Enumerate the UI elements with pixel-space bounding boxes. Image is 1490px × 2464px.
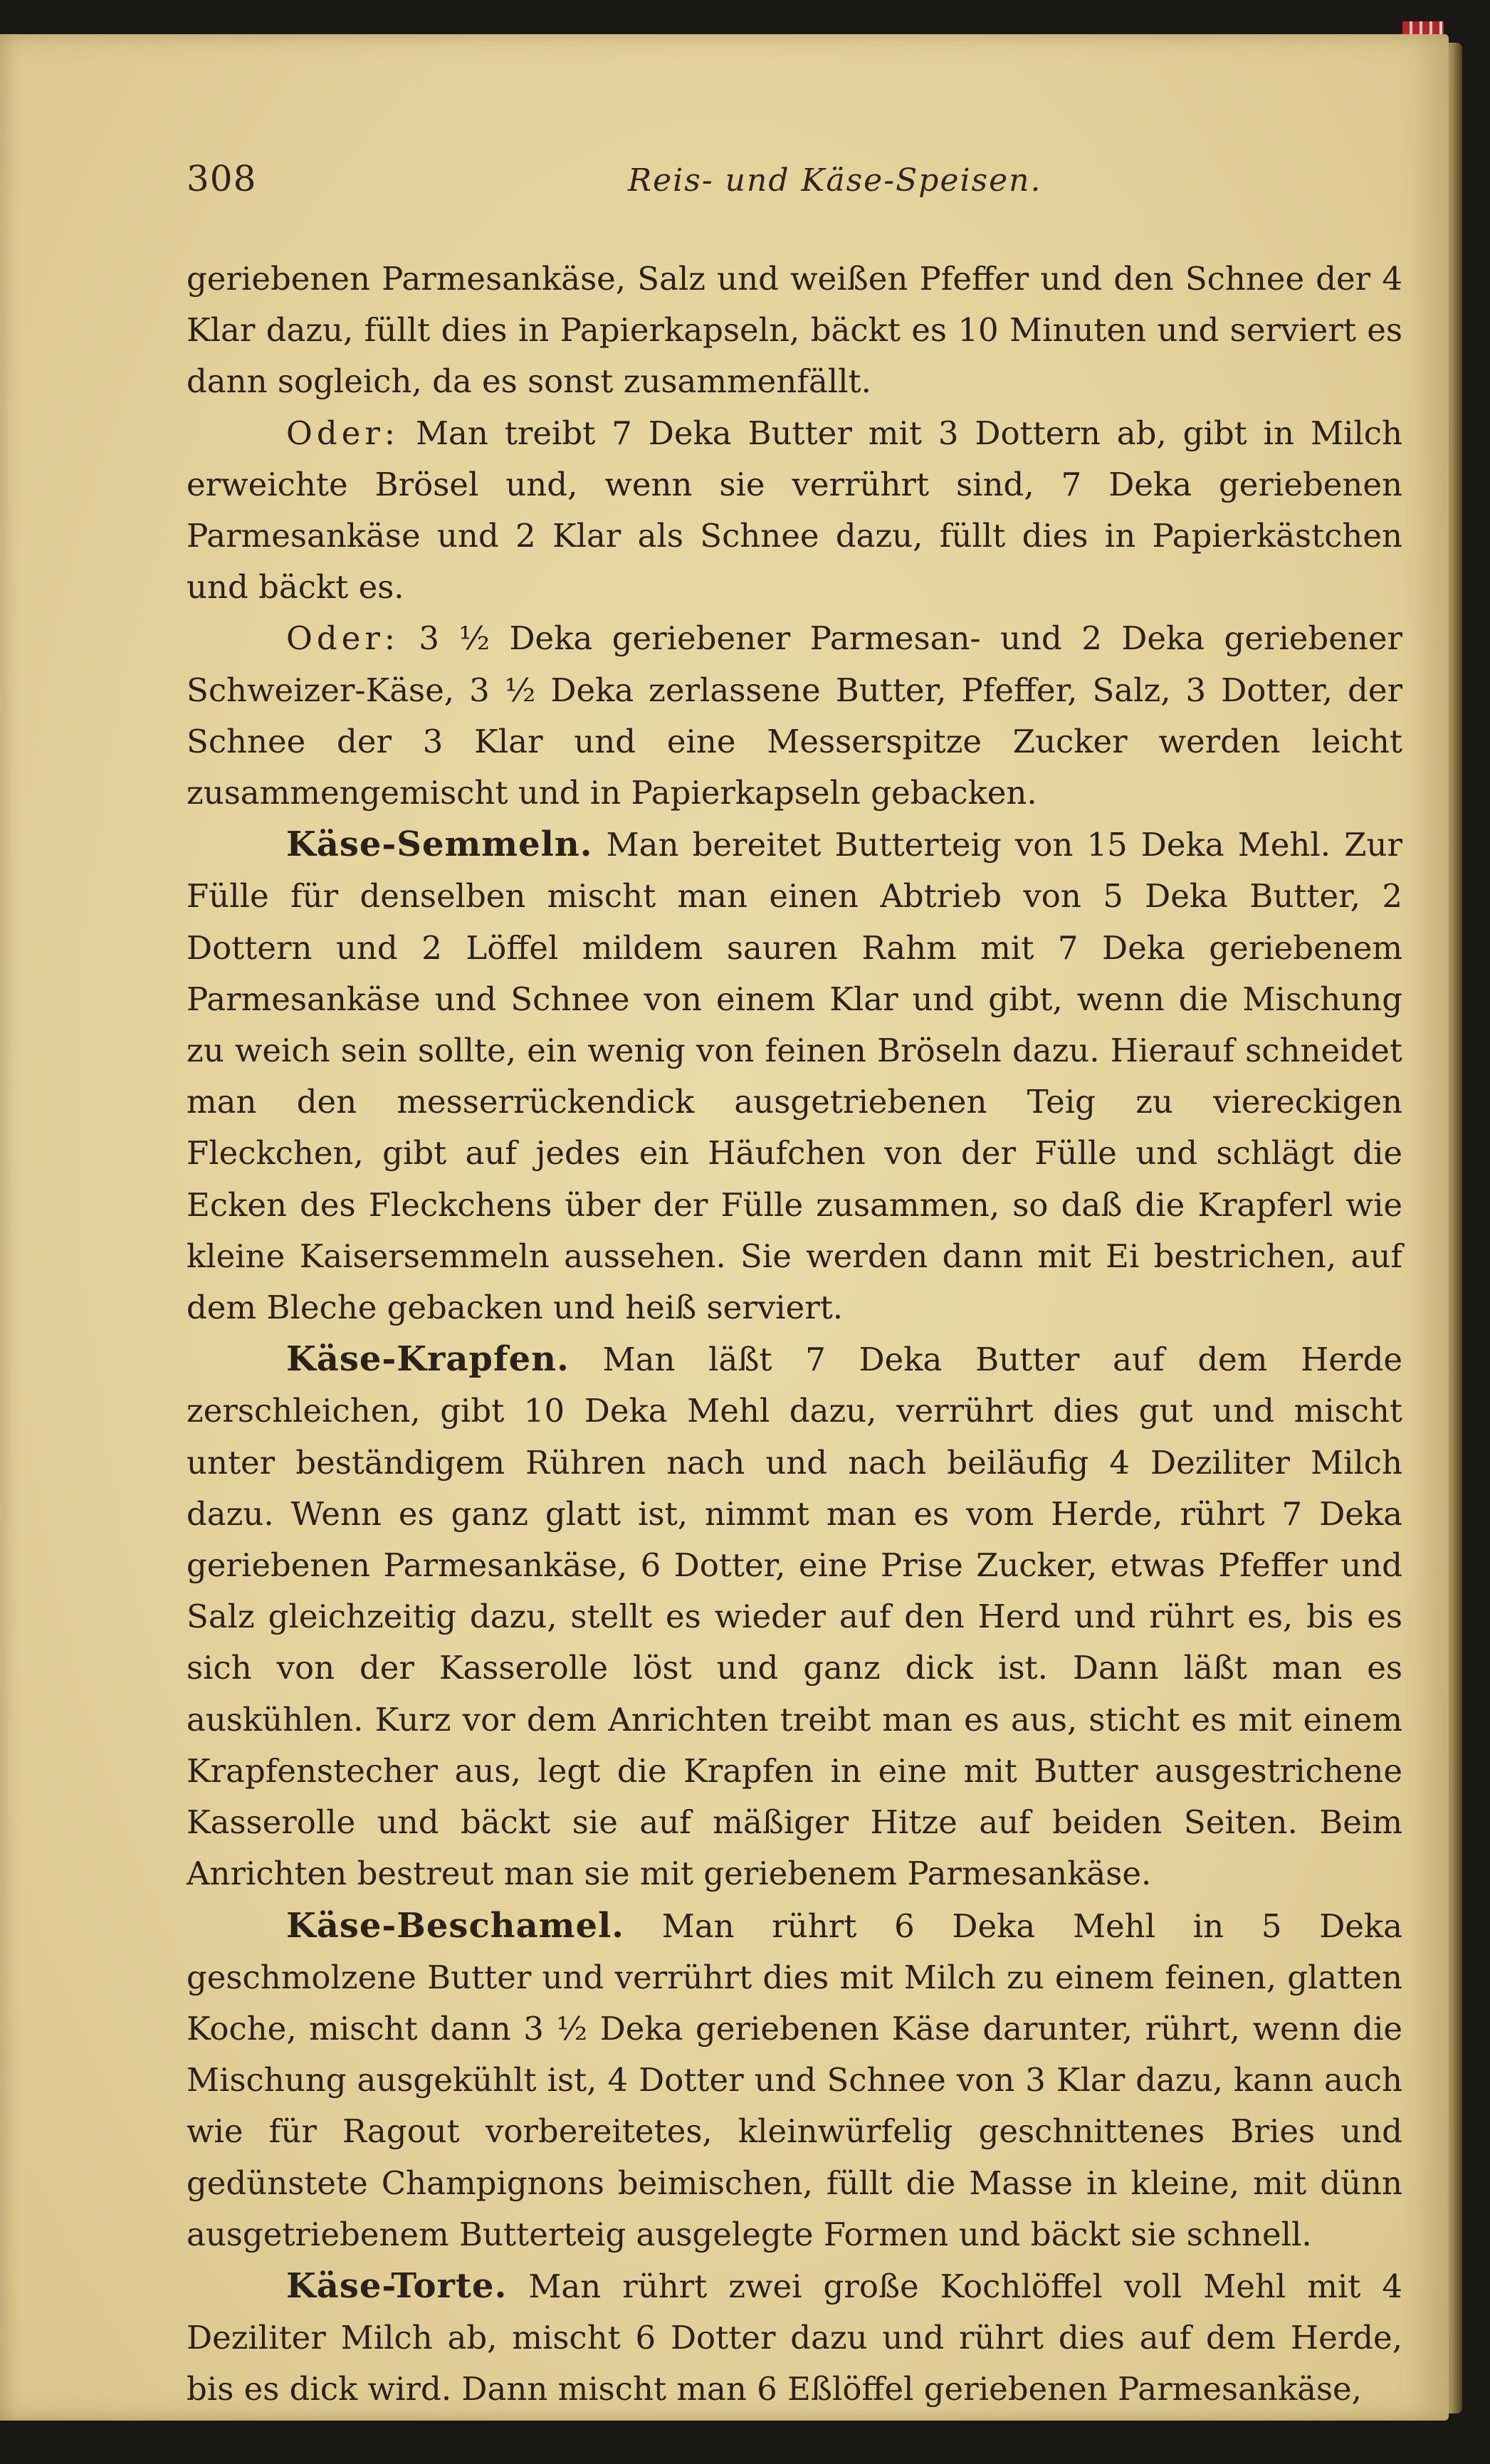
recipe-kaese-torte	[187, 2260, 1402, 2416]
recipe-kaese-krapfen	[187, 1333, 1402, 1899]
recipe-title: Käse-Beschamel.	[286, 1905, 624, 1946]
recipe-title: Käse-Torte.	[286, 2265, 508, 2306]
recipe-text: Man rührt 6 Deka Mehl in 5 Deka geschmolzene Butter und verrührt dies mit Milch zu einem feinen, glatten Koche, mischt dann 3 ½ Deka geriebenen Käse darunter, rührt, wenn die Mischung ausgekühlt ist, 4 Dotter und Schnee von 3 Klar dazu, kann auch wie für Ragout vorbereitetes, kleinwürfelig geschnittenes Bries und gedünstete Champignons beimischen, füllt die Masse in kleine, mit dünn ausgetriebenem Butterteig ausgelegte Formen und bäckt sie schnell.	[187, 1907, 1402, 2253]
body-text	[187, 253, 1402, 2416]
page-number: 308	[187, 158, 257, 199]
paragraph-variant	[187, 408, 1402, 614]
paragraph-text: geriebenen Parmesankäse, Salz und weißen Pfeffer und den Schnee der 4 Klar dazu, füllt dies in Papierkapseln, bäckt es 10 Minuten und serviert es dann sogleich, da es sonst zusammenfällt.	[187, 260, 1402, 401]
recipe-text: Man bereitet Butterteig von 15 Deka Mehl. Zur Fülle für denselben mischt man einen Abtrieb von 5 Deka Butter, 2 Dottern und 2 Löffel mildem sauren Rahm mit 7 Deka geriebenem Parmesankäse und Schnee von einem Klar und gibt, wenn die Mischung zu weich sein sollte, ein wenig von feinen Bröseln dazu. Hierauf schneidet man den messerrückendick ausgetriebenen Teig zu viereckigen Fleckchen, gibt auf jedes ein Häufchen von der Fülle und schlägt die Ecken des Fleckchens über der Fülle zusammen, so daß die Krapferl wie kleine Kaisersemmeln aussehen. Sie werden dann mit Ei bestrichen, auf dem Bleche gebacken und heiß serviert.	[187, 826, 1402, 1327]
variant-lead: Oder:	[286, 414, 400, 452]
recipe-text: Man läßt 7 Deka Butter auf dem Herde zerschleichen, gibt 10 Deka Mehl dazu, verrührt dies gut und mischt unter beständigem Rühren nach und nach beiläufig 4 Deziliter Milch dazu. Wenn es ganz glatt ist, nimmt man es vom Herde, rührt 7 Deka geriebenen Parmesankäse, 6 Dotter, eine Prise Zucker, etwas Pfeffer und Salz gleichzeitig dazu, stellt es wieder auf den Herd und rührt es, bis es sich von der Kasserolle löst und ganz dick ist. Dann läßt man es auskühlen. Kurz vor dem Anrichten treibt man es aus, sticht es mit einem Krapfenstecher aus, legt die Krapfen in eine mit Butter ausgestrichene Kasserolle und bäckt sie auf mäßiger Hitze auf beiden Seiten. Beim Anrichten bestreut man sie mit geriebenem Parmesankäse.	[187, 1341, 1402, 1893]
variant-lead: Oder:	[286, 619, 400, 658]
recipe-title: Käse-Semmeln.	[286, 824, 593, 865]
recipe-text: Man rührt zwei große Kochlöffel voll Mehl mit 4 Deziliter Milch ab, mischt 6 Dotter dazu und rührt dies auf dem Herde, bis es dick wird. Dann mischt man 6 Eßlöffel geriebenen Parmesankäse,	[187, 2267, 1402, 2408]
running-head: Reis- und Käse-Speisen.	[628, 162, 1042, 199]
paragraph-text: 3 ½ Deka geriebener Parmesan- und 2 Deka geriebener Schweizer-Käse, 3 ½ Deka zerlassene Butter, Pfeffer, Salz, 3 Dotter, der Schnee der 3 Klar und eine Messerspitze Zucker werden leicht zusammengemischt und in Papierkapseln gebacken.	[187, 619, 1402, 812]
paragraph-continuation	[187, 253, 1402, 408]
paragraph-variant	[187, 613, 1402, 819]
recipe-title: Käse-Krapfen.	[286, 1339, 570, 1380]
page-header	[187, 158, 1397, 208]
recipe-kaese-semmeln	[187, 819, 1402, 1333]
paragraph-text: Man treibt 7 Deka Butter mit 3 Dottern ab, gibt in Milch erweichte Brösel und, wenn sie verrührt sind, 7 Deka geriebenen Parmesankäse und 2 Klar als Schnee dazu, füllt dies in Papierkästchen und bäckt es.	[187, 414, 1402, 607]
recipe-kaese-beschamel	[187, 1900, 1402, 2260]
